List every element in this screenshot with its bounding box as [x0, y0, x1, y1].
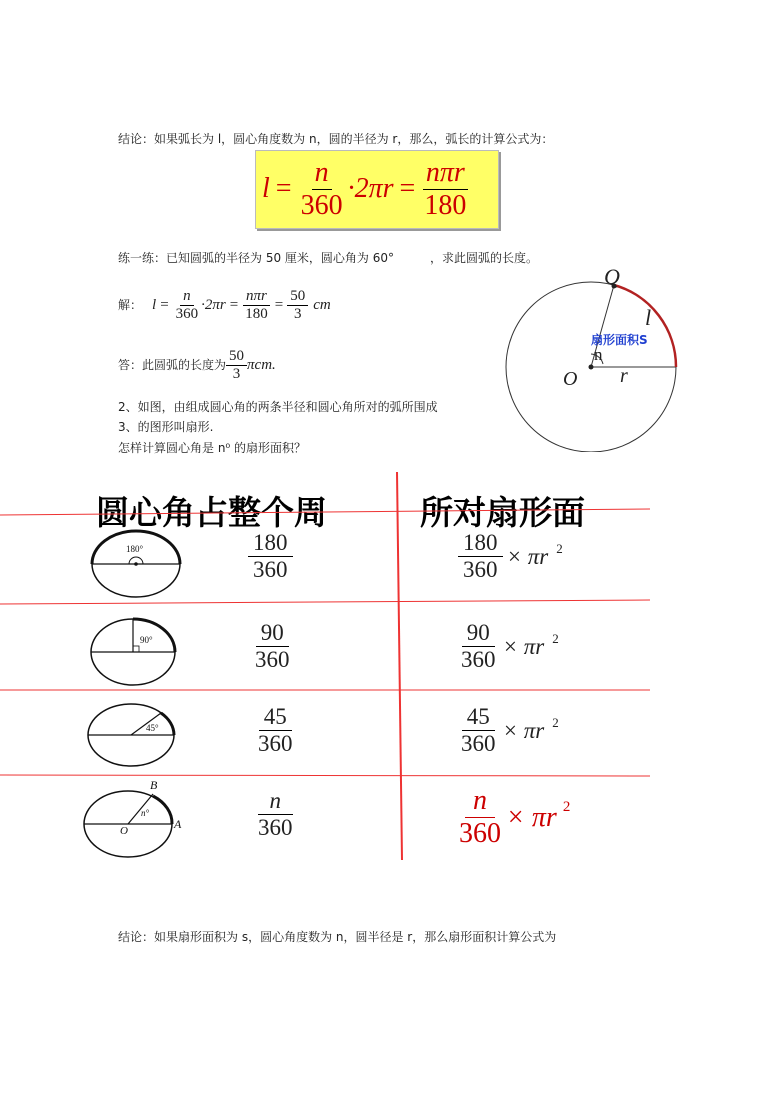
- answer-line: [118, 342, 276, 388]
- row4-label-b: B: [150, 778, 158, 792]
- table-vline: [397, 472, 402, 860]
- row2-angle-label: 90°: [140, 635, 153, 645]
- row1-den: 360: [253, 557, 288, 582]
- row2-area-expr: [458, 620, 559, 673]
- table-header-right: 所对扇形面: [420, 493, 585, 532]
- label-q: Q: [604, 264, 620, 289]
- row2-den: 360: [255, 647, 290, 672]
- table-header-left: 圆心角占整个周: [96, 493, 327, 532]
- row4-area-tail: × πr: [506, 801, 557, 833]
- solution-180: 180: [245, 305, 268, 322]
- row3-arc: [161, 713, 174, 735]
- row3-area-den: 360: [461, 731, 496, 756]
- label-sector-area: 扇形面积S: [591, 333, 648, 347]
- solution-3: 3: [293, 305, 302, 322]
- solution-label: 解：: [118, 298, 143, 312]
- answer-3: 3: [232, 365, 241, 382]
- formula-l: l: [262, 173, 270, 204]
- formula-eq-1: =: [275, 173, 292, 204]
- point-o: [589, 365, 594, 370]
- note-line-1: 2、如图，由组成圆心角的两条半径和圆心角所对的弧所围成: [118, 400, 438, 414]
- solution-50: 50: [287, 288, 308, 306]
- solution-360: 360: [175, 305, 199, 322]
- row4-area-den: 360: [459, 818, 501, 849]
- sector-circle-diagram: [495, 262, 695, 452]
- row3-fraction: [255, 704, 296, 757]
- row2-area-den: 360: [461, 647, 496, 672]
- row4-label-a: A: [174, 817, 182, 831]
- arc-conclusion-text: 结论：如果弧长为 l，圆心角度数为 n，圆的半径为 r，那么，弧长的计算公式为：: [118, 132, 554, 146]
- formula-2pir: ·2πr: [347, 173, 394, 204]
- row3-sector-diagram: [86, 700, 186, 772]
- note-line-3: 怎样计算圆心角是 n⁰ 的扇形面积？: [118, 441, 307, 455]
- row1-area-expr: [458, 530, 563, 583]
- formula-frac-n-360: [298, 157, 346, 222]
- solution-2pir: ·2πr: [201, 296, 226, 313]
- solution-unit: cm: [313, 296, 331, 313]
- formula-n: n: [312, 157, 332, 190]
- row4-angle-label: n°: [141, 808, 150, 818]
- row4-arc: [153, 796, 172, 824]
- row2-num: 90: [256, 620, 289, 647]
- row4-num: n: [258, 788, 294, 815]
- row2-area-tail: × πr: [502, 633, 545, 659]
- row1-area-den: 360: [463, 557, 498, 582]
- row2-fraction: [252, 620, 293, 673]
- row1-area-num: 180: [458, 530, 503, 557]
- formula-npir: nπr: [423, 157, 468, 190]
- label-n: n: [594, 345, 603, 364]
- row3-den: 360: [258, 731, 293, 756]
- formula-frac-npir-180: [421, 157, 469, 222]
- row1-fraction: [248, 530, 293, 583]
- note-line-2: 3、的图形叫扇形.: [118, 420, 214, 434]
- arc-length-formula-box: [255, 150, 499, 229]
- row3-area-num: 45: [462, 704, 495, 731]
- row3-angle-label: 45°: [146, 723, 159, 733]
- label-l: l: [645, 305, 652, 330]
- sector-area-conclusion: 结论：如果扇形面积为 s，圆心角度数为 n，圆半径是 r，那么扇形面积计算公式为: [118, 930, 557, 944]
- row1-center: [134, 562, 138, 566]
- row1-semicircle-diagram: [88, 526, 188, 601]
- row3-num: 45: [259, 704, 292, 731]
- answer-tail: πcm.: [247, 356, 276, 373]
- solution-l: l: [152, 296, 157, 313]
- row4-area-exp: 2: [562, 799, 571, 815]
- row1-area-exp: 2: [556, 540, 563, 556]
- formula-eq-2: =: [399, 173, 416, 204]
- row2-area-num: 90: [462, 620, 495, 647]
- row4-label-o: O: [120, 825, 128, 837]
- label-r: r: [620, 365, 628, 387]
- row3-area-exp: 2: [552, 714, 559, 730]
- row1-angle-label: 180°: [126, 544, 144, 554]
- answer-50: 50: [226, 348, 247, 366]
- solution-n: n: [180, 288, 194, 306]
- row3-area-tail: × πr: [502, 717, 545, 743]
- solution-line: 解： l = $\frac{n}{360}$ ·2πr = $\frac{\text{nπr}}{180}$ = $\frac{50}{3}$ cm: [118, 287, 331, 322]
- row4-fraction: [255, 788, 296, 841]
- row1-num: 180: [248, 530, 293, 557]
- formula-180: 180: [424, 189, 467, 221]
- label-o: O: [563, 368, 578, 390]
- row4-sector-diagram: [80, 778, 190, 860]
- formula-360: 360: [300, 189, 343, 221]
- row2-right-angle: [133, 646, 139, 652]
- row1-area-tail: × πr: [506, 543, 549, 569]
- row4-area-num: n: [465, 785, 495, 818]
- solution-npir: nπr: [243, 288, 270, 306]
- row2-area-exp: 2: [552, 630, 559, 646]
- row3-area-expr: [458, 704, 559, 757]
- row2-quarter-diagram: [88, 615, 188, 690]
- row4-area-expr: [456, 785, 570, 850]
- practice-question: 练一练：已知圆弧的半径为 50 厘米，圆心角为 60° ，求此圆弧的长度。: [118, 251, 538, 265]
- table-hline-4: [0, 775, 650, 776]
- table-hline-1: [0, 509, 650, 515]
- answer-label: 答：此圆弧的长度为: [118, 358, 227, 372]
- row4-den: 360: [258, 815, 293, 840]
